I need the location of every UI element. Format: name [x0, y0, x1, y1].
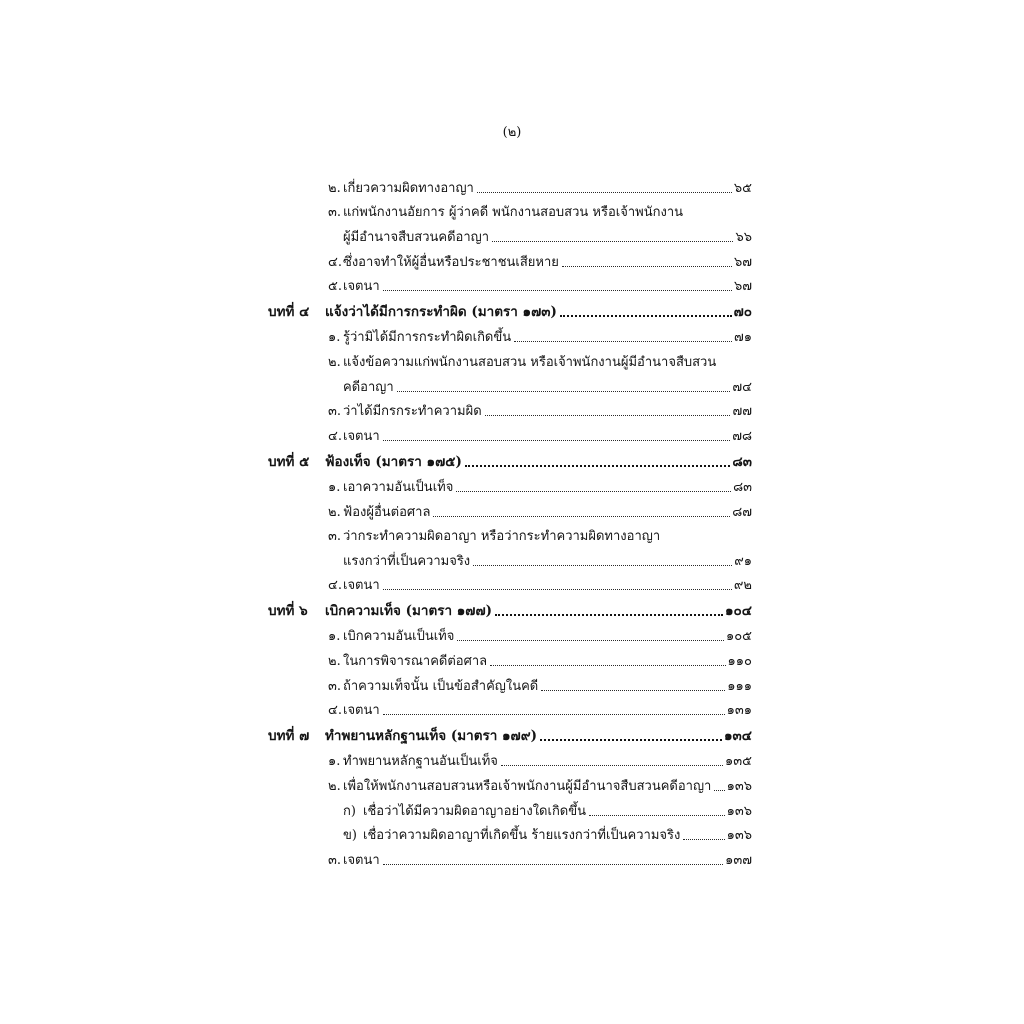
toc-row	[268, 423, 752, 448]
page-ref: ๑๓๑	[726, 703, 752, 719]
toc-row-continuation	[268, 374, 752, 399]
page-ref: ๘๗	[732, 504, 752, 520]
item-number: ๒.	[328, 354, 341, 370]
toc-row	[268, 624, 752, 649]
page-ref: ๖๗	[733, 254, 752, 270]
page-ref: ๗๔	[732, 379, 752, 395]
page-ref: ๖๕	[733, 180, 752, 196]
chapter-title: เบิกความเท็จ (มาตรา ๑๗๗)	[325, 603, 492, 620]
toc-row-continuation	[268, 548, 752, 573]
item-number: ๑.	[328, 754, 341, 770]
page-ref: ๖๖	[735, 229, 752, 245]
item-text: แจ้งข้อความแก่พนักงานสอบสวน หรือเจ้าพนักงานผู้มีอำนาจสืบสวน	[343, 354, 717, 370]
item-text: เจตนา	[343, 852, 380, 868]
page-ref: ๗๑	[733, 330, 752, 346]
toc-subrow	[268, 798, 752, 823]
item-text: ถ้าความเท็จนั้น เป็นข้อสำคัญในคดี	[343, 678, 539, 694]
page-ref: ๑๐๔	[724, 603, 752, 620]
item-number: ๓.	[328, 404, 342, 420]
item-text: เจตนา	[343, 428, 380, 444]
toc-row	[268, 474, 752, 499]
item-number: ๒.	[328, 779, 341, 795]
dot-leader	[492, 241, 733, 242]
subitem-text: เชื่อว่าได้มีความผิดอาญาอย่างใดเกิดขึ้น	[363, 803, 587, 819]
page-ref: ๑๓๕	[725, 754, 752, 770]
dot-leader	[456, 491, 731, 492]
subitem-marker: ข)	[343, 828, 357, 844]
toc-row	[268, 847, 752, 872]
item-number: ๒.	[328, 504, 341, 520]
chapter-heading	[268, 299, 752, 324]
toc-row-continuation	[268, 224, 752, 249]
toc-row	[268, 175, 752, 200]
table-of-contents	[268, 175, 752, 872]
item-text: แก่พนักงานอัยการ ผู้ว่าคดี พนักงานสอบสวน หรือเจ้าพนักงาน	[343, 205, 683, 221]
item-number: ๑.	[328, 330, 341, 346]
page-ref: ๑๓๖	[726, 803, 752, 819]
dot-leader	[589, 815, 725, 816]
page-ref: ๑๑๑	[727, 678, 752, 694]
item-text-continuation: คดีอาญา	[343, 379, 394, 395]
item-number: ๔.	[328, 703, 342, 719]
dot-leader	[495, 614, 723, 616]
item-text: เจตนา	[343, 703, 380, 719]
toc-row	[268, 749, 752, 774]
dot-leader	[457, 640, 724, 641]
item-number: ๑.	[328, 629, 341, 645]
toc-row	[268, 349, 752, 374]
dot-leader	[714, 790, 724, 791]
dot-leader	[490, 665, 725, 666]
dot-leader	[485, 415, 731, 416]
item-number: ๓.	[328, 678, 342, 694]
chapter-title: ฟ้องเท็จ (มาตรา ๑๗๕)	[325, 453, 462, 470]
page-number: (๒)	[502, 125, 522, 140]
item-text: ในการพิจารณาคดีต่อศาล	[343, 654, 488, 670]
page-ref: ๗๘	[732, 428, 752, 444]
dot-leader	[383, 589, 732, 590]
item-number: ๕.	[328, 279, 342, 295]
toc-row	[268, 773, 752, 798]
page-ref: ๘๓	[733, 479, 752, 495]
toc-row	[268, 273, 752, 298]
toc-row	[268, 200, 752, 225]
chapter-heading	[268, 449, 752, 474]
page-ref: ๑๑๐	[727, 654, 752, 670]
item-number: ๑.	[328, 479, 341, 495]
dot-leader	[383, 864, 723, 865]
dot-leader	[562, 266, 732, 267]
toc-row	[268, 697, 752, 722]
dot-leader	[383, 290, 732, 291]
toc-row	[268, 325, 752, 350]
dot-leader	[397, 391, 731, 392]
page-ref: ๑๐๕	[725, 629, 752, 645]
toc-row	[268, 398, 752, 423]
page-ref: ๙๑	[734, 553, 752, 569]
chapter-label: บทที่ ๖	[268, 603, 308, 620]
item-number: ๔.	[328, 578, 342, 594]
dot-leader	[540, 739, 722, 741]
chapter-label: บทที่ ๔	[268, 304, 310, 321]
dot-leader	[541, 690, 725, 691]
toc-row	[268, 523, 752, 548]
dot-leader	[477, 192, 732, 193]
dot-leader	[383, 714, 725, 715]
item-number: ๔.	[328, 428, 342, 444]
item-text: ว่ากระทำความผิดอาญา หรือว่ากระทำความผิดทางอาญา	[343, 529, 661, 545]
item-text: ฟ้องผู้อื่นต่อศาล	[343, 504, 431, 520]
page-ref: ๑๓๖	[726, 828, 752, 844]
chapter-heading	[268, 723, 752, 748]
dot-leader	[383, 440, 730, 441]
toc-subrow	[268, 822, 752, 847]
dot-leader	[501, 765, 723, 766]
item-text: เอาความอันเป็นเท็จ	[343, 479, 454, 495]
page-ref: ๗๗	[732, 404, 752, 420]
page-ref: ๑๓๗	[725, 852, 752, 868]
subitem-marker: ก)	[343, 803, 356, 819]
item-number: ๓.	[328, 852, 342, 868]
item-number: ๓.	[328, 205, 342, 221]
page-ref: ๙๒	[733, 578, 752, 594]
dot-leader	[433, 516, 730, 517]
item-text: รู้ว่ามิได้มีการกระทำผิดเกิดขึ้น	[343, 330, 512, 346]
toc-row	[268, 499, 752, 524]
item-text: ทำพยานหลักฐานอันเป็นเท็จ	[343, 754, 498, 770]
toc-row	[268, 249, 752, 274]
page-ref: ๑๓๔	[723, 728, 752, 745]
dot-leader	[465, 465, 730, 467]
dot-leader	[473, 565, 732, 566]
chapter-heading	[268, 598, 752, 623]
page-ref: ๖๗	[733, 279, 752, 295]
chapter-title: ทำพยานหลักฐานเท็จ (มาตรา ๑๗๙)	[325, 728, 537, 745]
dot-leader	[560, 315, 732, 317]
item-text: เจตนา	[343, 578, 380, 594]
item-text: ว่าได้มีกรกระทำความผิด	[343, 404, 482, 420]
page-ref: ๗๐	[733, 304, 752, 321]
toc-row	[268, 648, 752, 673]
item-number: ๔.	[328, 254, 342, 270]
chapter-label: บทที่ ๕	[268, 453, 310, 470]
item-number: ๓.	[328, 529, 342, 545]
item-text: เพื่อให้พนักงานสอบสวนหรือเจ้าพนักงานผู้มีอำนาจสืบสวนคดีอาญา	[343, 779, 712, 795]
dot-leader	[683, 839, 724, 840]
item-text: เกี่ยวความผิดทางอาญา	[343, 180, 474, 196]
dot-leader	[514, 341, 732, 342]
item-text: เจตนา	[343, 279, 380, 295]
toc-row	[268, 673, 752, 698]
chapter-label: บทที่ ๗	[268, 728, 310, 745]
item-text: เบิกความอันเป็นเท็จ	[343, 629, 455, 645]
page-ref: ๘๓	[732, 453, 752, 470]
page-ref: ๑๓๖	[726, 779, 752, 795]
item-text-continuation: ผู้มีอำนาจสืบสวนคดีอาญา	[343, 229, 490, 245]
item-text: ซึ่งอาจทำให้ผู้อื่นหรือประชาชนเสียหาย	[343, 254, 559, 270]
subitem-text: เชื่อว่าความผิดอาญาที่เกิดขึ้น ร้ายแรงกว่าที่เป็นความจริง	[363, 828, 681, 844]
toc-row	[268, 573, 752, 598]
chapter-title: แจ้งว่าได้มีการกระทำผิด (มาตรา ๑๗๓)	[325, 304, 557, 321]
item-text-continuation: แรงกว่าที่เป็นความจริง	[343, 553, 471, 569]
item-number: ๒.	[328, 654, 341, 670]
item-number: ๒.	[328, 180, 341, 196]
